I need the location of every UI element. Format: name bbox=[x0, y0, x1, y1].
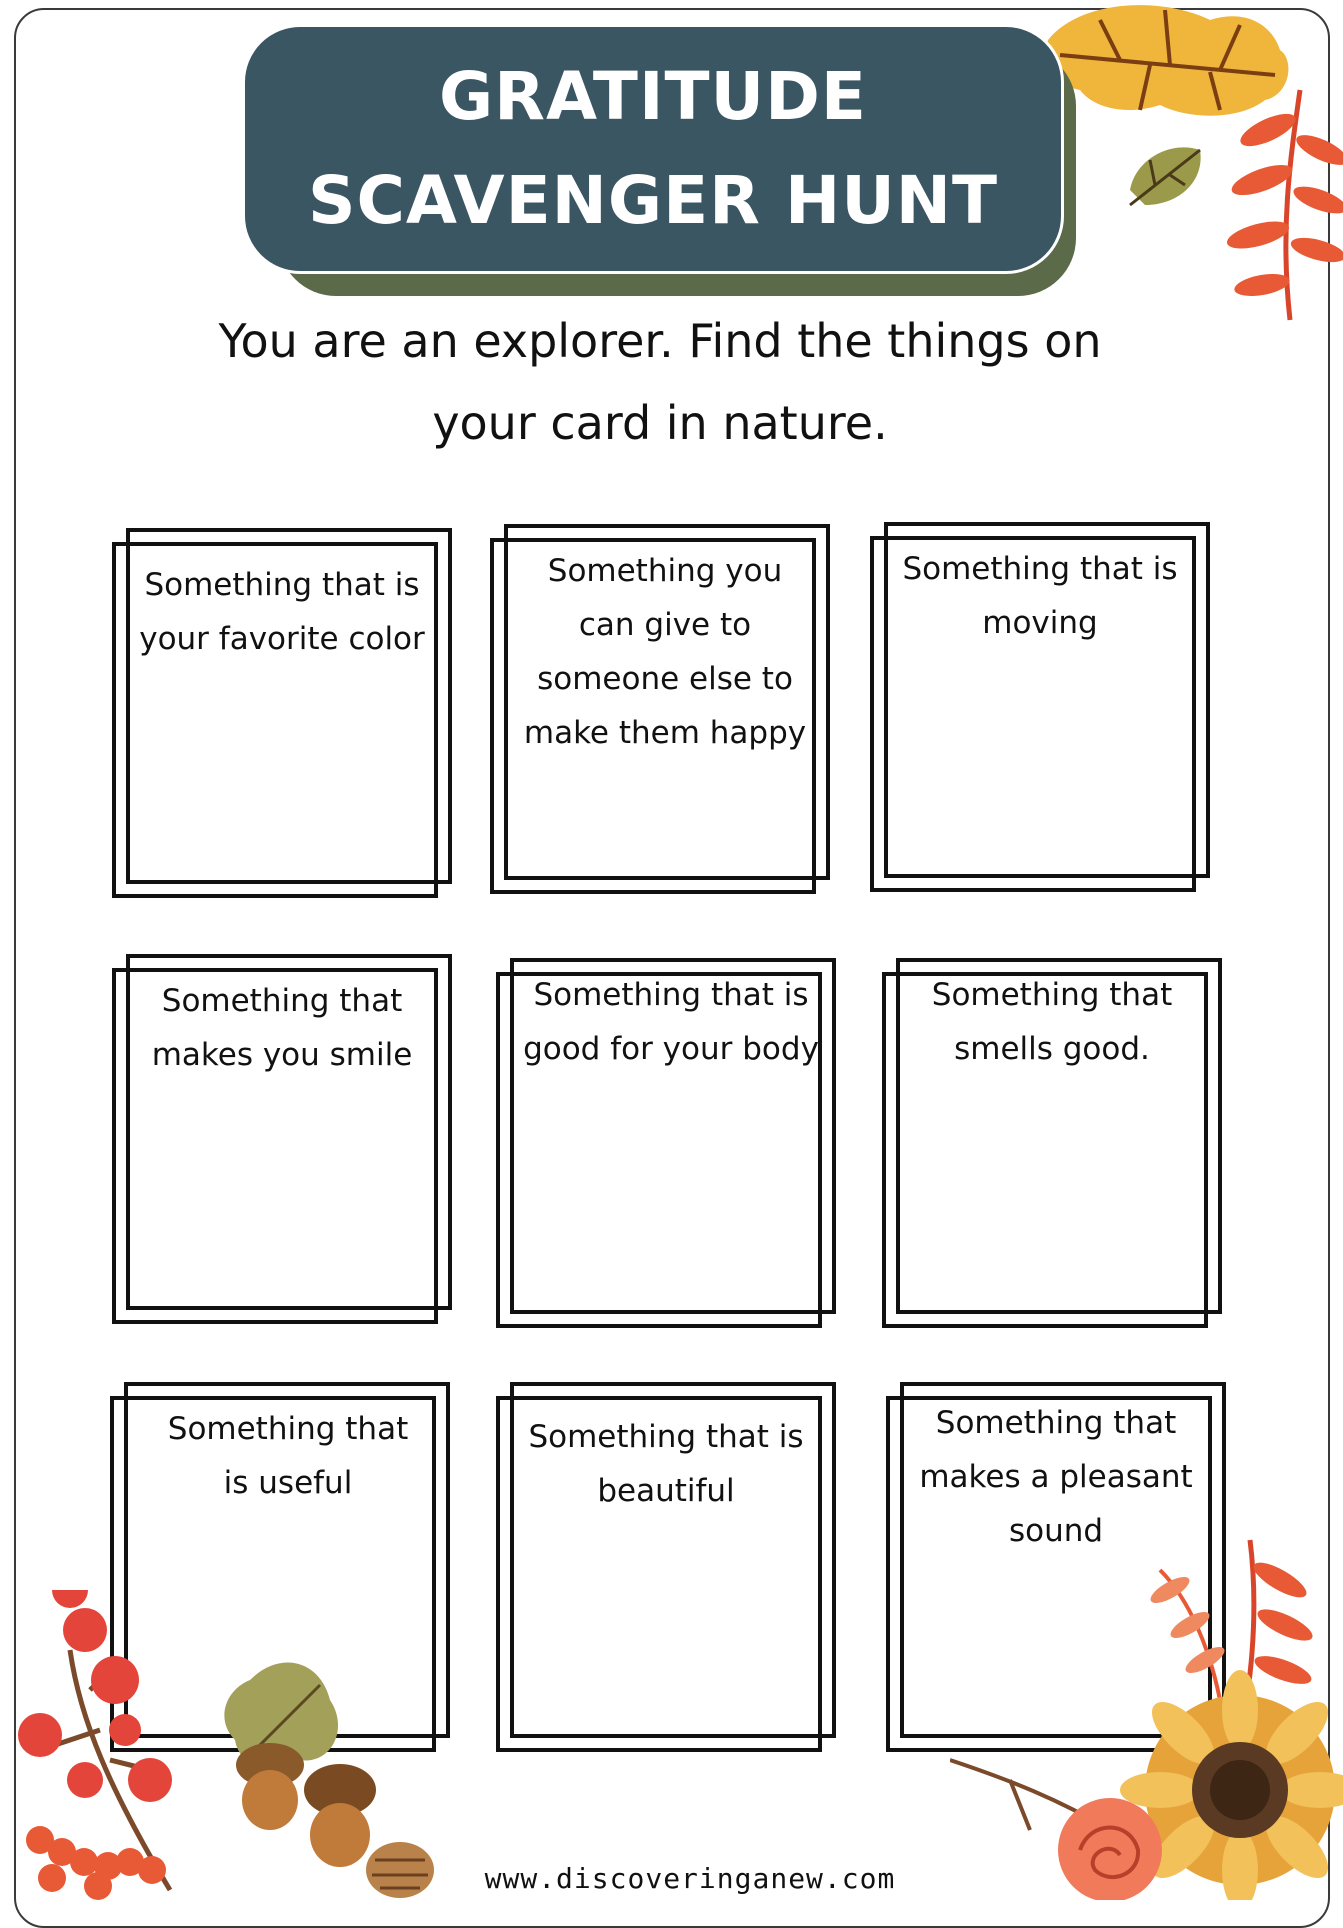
acorn-icon bbox=[304, 1764, 376, 1867]
fern-branch-icon bbox=[1224, 90, 1343, 320]
card-prompt: Something that makes you smile bbox=[151, 983, 413, 1073]
card-prompt: Something that is good for your body bbox=[523, 977, 819, 1067]
top-right-leaves-decoration bbox=[1040, 0, 1343, 330]
hunt-card-5[interactable] bbox=[496, 958, 836, 1328]
small-leaf-icon bbox=[1130, 147, 1201, 205]
acorn-icon bbox=[236, 1743, 304, 1830]
hunt-card-4[interactable] bbox=[112, 954, 452, 1324]
card-prompt: Something that smells good. bbox=[931, 977, 1173, 1067]
title-line-2: SCAVENGER HUNT bbox=[307, 162, 999, 239]
bottom-left-decoration bbox=[0, 1590, 480, 1900]
instructions-line-2: your card in nature. bbox=[432, 396, 888, 450]
berry-branch-icon bbox=[18, 1590, 172, 1900]
card-prompt: Something that is useful bbox=[167, 1411, 409, 1501]
card-prompt: Something that is beautiful bbox=[528, 1419, 804, 1509]
hunt-card-6[interactable] bbox=[882, 958, 1222, 1328]
card-prompt: Something that is moving bbox=[902, 551, 1178, 641]
oak-leaf-icon bbox=[1046, 5, 1289, 116]
instructions-line-1: You are an explorer. Find the things on bbox=[218, 314, 1102, 368]
hunt-card-2[interactable] bbox=[490, 524, 830, 894]
hunt-card-3[interactable] bbox=[870, 522, 1210, 892]
hunt-card-1[interactable] bbox=[112, 528, 452, 898]
hunt-card-8[interactable] bbox=[496, 1382, 836, 1752]
instructions bbox=[120, 300, 1200, 464]
title-line-1: GRATITUDE bbox=[438, 58, 867, 135]
pinecone-icon bbox=[366, 1842, 434, 1898]
website-url: www.discoveringanew.com bbox=[484, 1862, 896, 1895]
card-prompt: Something you can give to someone else to make them happy bbox=[523, 553, 807, 751]
rose-icon bbox=[1058, 1798, 1162, 1900]
card-prompt: Something that is your favorite color bbox=[139, 567, 425, 657]
bottom-right-decoration bbox=[950, 1530, 1343, 1900]
card-prompt: Something that makes a pleasant sound bbox=[919, 1405, 1193, 1549]
title-banner bbox=[242, 24, 1064, 274]
